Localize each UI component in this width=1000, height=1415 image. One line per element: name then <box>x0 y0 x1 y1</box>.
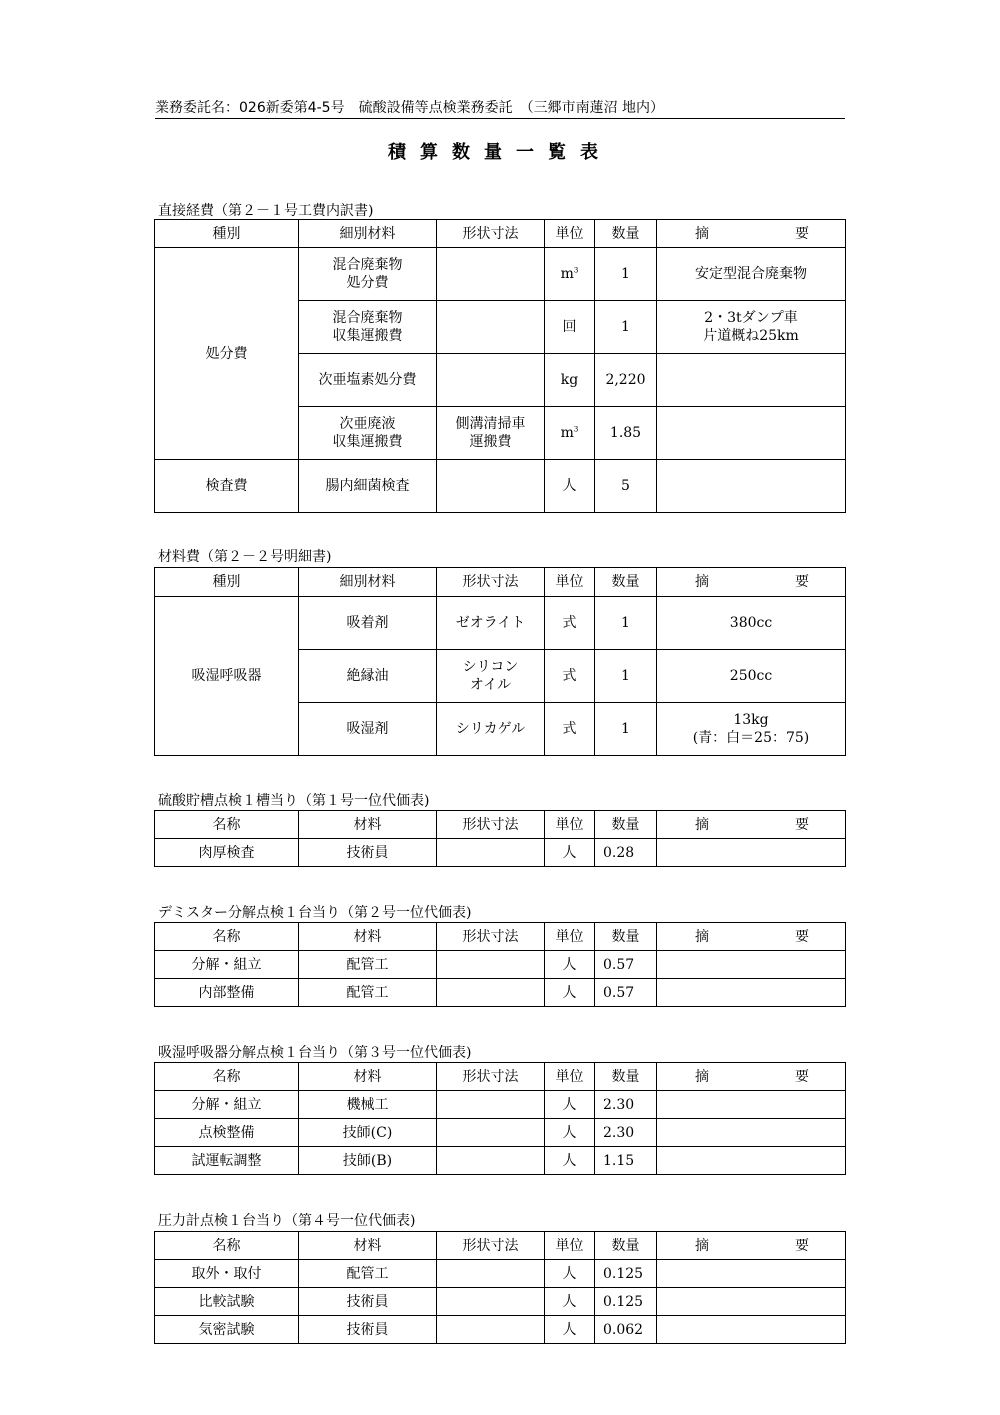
table-row <box>155 1147 846 1175</box>
cell-name: 内部整備 <box>155 979 299 1007</box>
cell-quantity: 5 <box>595 460 657 513</box>
cell-shape <box>437 951 545 979</box>
cell-shape: 側溝清掃車 運搬費 <box>437 407 545 460</box>
cell-shape <box>437 1091 545 1119</box>
cell-name: 試運転調整 <box>155 1147 299 1175</box>
quantity-table <box>154 219 846 513</box>
cell-quantity: 1 <box>595 703 657 756</box>
column-header-remarks <box>657 923 846 951</box>
table-row <box>155 951 846 979</box>
cell-quantity: 1 <box>595 597 657 650</box>
column-header: 形状寸法 <box>437 220 545 248</box>
quantity-table <box>154 810 846 867</box>
unit-text: 人 <box>562 1321 577 1338</box>
table-header-row <box>155 220 846 248</box>
column-header: 種別 <box>155 220 299 248</box>
unit-text: 人 <box>562 984 577 1001</box>
cell-quantity: 0.28 <box>595 839 657 867</box>
cell-material: 吸着剤 <box>299 597 437 650</box>
cell-material: 配管工 <box>299 951 437 979</box>
cell-material: 吸湿剤 <box>299 703 437 756</box>
cell-unit <box>545 248 595 301</box>
cell-remarks: 安定型混合廃棄物 <box>657 248 846 301</box>
cell-material: 技術員 <box>299 1316 437 1344</box>
cell-name: 検査費 <box>155 460 299 513</box>
section-caption: 材料費（第２－２号明細書) <box>158 549 332 565</box>
page-title: 積算数量一覧表 <box>388 142 612 163</box>
cell-remarks <box>657 1091 846 1119</box>
cell-shape <box>437 301 545 354</box>
cell-quantity: 1 <box>595 248 657 301</box>
contract-header: 業務委託名：026新委第4-5号 硫酸設備等点検業務委託 （三郷市南蓮沼 地内） <box>155 98 845 119</box>
cell-name: 処分費 <box>155 248 299 460</box>
quantity-table <box>154 922 846 1007</box>
column-header: 数量 <box>595 568 657 597</box>
column-header: 単位 <box>545 568 595 597</box>
unit-text: 人 <box>562 1124 577 1141</box>
column-header: 名称 <box>155 1232 299 1260</box>
cell-name: 肉厚検査 <box>155 839 299 867</box>
unit-text: 回 <box>562 319 577 335</box>
cell-unit <box>545 1147 595 1175</box>
cell-name: 点検整備 <box>155 1119 299 1147</box>
table-header-row <box>155 1063 846 1091</box>
cell-shape: シリカゲル <box>437 703 545 756</box>
remarks-char-1: 摘 <box>695 816 709 833</box>
unit-text: 人 <box>562 844 577 861</box>
cell-material: 技師(B) <box>299 1147 437 1175</box>
unit-text: 人 <box>562 478 577 494</box>
column-header-remarks <box>657 220 846 248</box>
cell-material: 技術員 <box>299 1288 437 1316</box>
cell-unit <box>545 1091 595 1119</box>
cell-material: 次亜塩素処分費 <box>299 354 437 407</box>
cell-quantity: 1 <box>595 301 657 354</box>
column-header: 単位 <box>545 1063 595 1091</box>
column-header: 材料 <box>299 923 437 951</box>
cell-material: 機械工 <box>299 1091 437 1119</box>
unit-superscript: 3 <box>573 425 579 434</box>
unit-text: 人 <box>562 1293 577 1310</box>
cell-remarks <box>657 979 846 1007</box>
cell-quantity: 1.15 <box>595 1147 657 1175</box>
cell-quantity: 0.062 <box>595 1316 657 1344</box>
cell-remarks <box>657 354 846 407</box>
section-caption: 硫酸貯槽点検１槽当り（第１号一位代価表) <box>158 793 430 809</box>
remarks-char-1: 摘 <box>695 225 709 242</box>
column-header: 数量 <box>595 811 657 839</box>
cell-remarks: 13kg (青：白＝25：75) <box>657 703 846 756</box>
column-header-remarks <box>657 568 846 597</box>
cell-shape <box>437 1316 545 1344</box>
cell-quantity: 0.57 <box>595 951 657 979</box>
cell-remarks <box>657 1147 846 1175</box>
cell-unit <box>545 460 595 513</box>
cell-remarks <box>657 1316 846 1344</box>
cell-remarks <box>657 1260 846 1288</box>
table-row <box>155 597 846 650</box>
table-row <box>155 1260 846 1288</box>
cell-unit <box>545 839 595 867</box>
table-header-row <box>155 1232 846 1260</box>
column-header-remarks <box>657 1063 846 1091</box>
column-header: 名称 <box>155 923 299 951</box>
cell-name: 比較試験 <box>155 1288 299 1316</box>
cell-name: 吸湿呼吸器 <box>155 597 299 756</box>
cell-shape <box>437 1260 545 1288</box>
column-header-remarks <box>657 1232 846 1260</box>
cell-shape: シリコン オイル <box>437 650 545 703</box>
column-header-remarks <box>657 811 846 839</box>
cell-quantity: 1 <box>595 650 657 703</box>
cell-unit <box>545 1119 595 1147</box>
column-header: 数量 <box>595 1232 657 1260</box>
table-row <box>155 460 846 513</box>
cell-quantity: 1.85 <box>595 407 657 460</box>
column-header: 数量 <box>595 220 657 248</box>
cell-name: 取外・取付 <box>155 1260 299 1288</box>
cell-remarks <box>657 407 846 460</box>
cell-shape <box>437 1119 545 1147</box>
cell-remarks: 2・3tダンプ車 片道概ね25km <box>657 301 846 354</box>
column-header: 形状寸法 <box>437 1063 545 1091</box>
remarks-char-2: 要 <box>795 928 809 945</box>
unit-text: 式 <box>562 615 577 631</box>
cell-unit <box>545 1260 595 1288</box>
unit-text: 人 <box>562 1096 577 1113</box>
section-caption: デミスター分解点検１台当り（第２号一位代価表) <box>158 905 472 921</box>
table-row <box>155 1119 846 1147</box>
table-row <box>155 1091 846 1119</box>
cell-remarks <box>657 839 846 867</box>
table-row <box>155 839 846 867</box>
table-row <box>155 248 846 301</box>
quantity-table <box>154 1062 846 1175</box>
cell-shape <box>437 1147 545 1175</box>
cell-unit <box>545 1316 595 1344</box>
unit-text: 人 <box>562 1152 577 1169</box>
cell-material: 腸内細菌検査 <box>299 460 437 513</box>
cell-quantity: 2,220 <box>595 354 657 407</box>
unit-text: kg <box>560 372 579 388</box>
remarks-char-1: 摘 <box>695 928 709 945</box>
cell-material: 技術員 <box>299 839 437 867</box>
cell-remarks <box>657 1119 846 1147</box>
cell-quantity: 0.125 <box>595 1288 657 1316</box>
cell-unit <box>545 301 595 354</box>
table-row <box>155 1316 846 1344</box>
cell-name: 分解・組立 <box>155 951 299 979</box>
unit-text: m <box>560 425 574 441</box>
cell-remarks <box>657 460 846 513</box>
table-header-row <box>155 568 846 597</box>
cell-shape <box>437 354 545 407</box>
table-header-row <box>155 923 846 951</box>
unit-text: 人 <box>562 956 577 973</box>
unit-text: 式 <box>562 721 577 737</box>
cell-shape: ゼオライト <box>437 597 545 650</box>
column-header: 名称 <box>155 1063 299 1091</box>
quantity-table <box>154 567 846 756</box>
column-header: 形状寸法 <box>437 568 545 597</box>
remarks-char-2: 要 <box>795 1068 809 1085</box>
column-header: 形状寸法 <box>437 811 545 839</box>
cell-material: 混合廃棄物 収集運搬費 <box>299 301 437 354</box>
cell-quantity: 2.30 <box>595 1119 657 1147</box>
column-header: 細別材料 <box>299 220 437 248</box>
column-header: 形状寸法 <box>437 1232 545 1260</box>
cell-shape <box>437 839 545 867</box>
unit-text: 式 <box>562 668 577 684</box>
column-header: 種別 <box>155 568 299 597</box>
column-header: 単位 <box>545 1232 595 1260</box>
column-header: 材料 <box>299 811 437 839</box>
table-row <box>155 1288 846 1316</box>
column-header: 単位 <box>545 811 595 839</box>
cell-unit <box>545 354 595 407</box>
column-header: 形状寸法 <box>437 923 545 951</box>
cell-unit <box>545 407 595 460</box>
cell-shape <box>437 1288 545 1316</box>
unit-superscript: 3 <box>573 266 579 275</box>
remarks-char-1: 摘 <box>695 574 709 590</box>
table-header-row <box>155 811 846 839</box>
column-header: 単位 <box>545 923 595 951</box>
table-row <box>155 979 846 1007</box>
cell-remarks: 250cc <box>657 650 846 703</box>
column-header: 材料 <box>299 1063 437 1091</box>
cell-remarks <box>657 951 846 979</box>
column-header: 名称 <box>155 811 299 839</box>
unit-text: 人 <box>562 1265 577 1282</box>
cell-remarks: 380cc <box>657 597 846 650</box>
cell-shape <box>437 460 545 513</box>
cell-name: 気密試験 <box>155 1316 299 1344</box>
cell-unit <box>545 951 595 979</box>
section-caption: 吸湿呼吸器分解点検１台当り（第３号一位代価表) <box>158 1045 472 1061</box>
remarks-char-2: 要 <box>795 574 809 590</box>
cell-quantity: 0.125 <box>595 1260 657 1288</box>
cell-name: 分解・組立 <box>155 1091 299 1119</box>
cell-remarks <box>657 1288 846 1316</box>
remarks-char-1: 摘 <box>695 1068 709 1085</box>
cell-unit <box>545 597 595 650</box>
unit-text: m <box>560 266 574 282</box>
cell-material: 次亜廃液 収集運搬費 <box>299 407 437 460</box>
cell-unit <box>545 703 595 756</box>
remarks-char-2: 要 <box>795 225 809 242</box>
column-header: 細別材料 <box>299 568 437 597</box>
remarks-char-2: 要 <box>795 1237 809 1254</box>
cell-material: 絶縁油 <box>299 650 437 703</box>
cell-unit <box>545 650 595 703</box>
cell-shape <box>437 979 545 1007</box>
column-header: 数量 <box>595 923 657 951</box>
section-caption: 直接経費（第２－１号工費内訳書) <box>158 203 374 219</box>
cell-material: 配管工 <box>299 1260 437 1288</box>
cell-material: 技師(C) <box>299 1119 437 1147</box>
cell-unit <box>545 1288 595 1316</box>
cell-shape <box>437 248 545 301</box>
quantity-table <box>154 1231 846 1344</box>
cell-material: 配管工 <box>299 979 437 1007</box>
column-header: 単位 <box>545 220 595 248</box>
section-caption: 圧力計点検１台当り（第４号一位代価表) <box>158 1213 416 1229</box>
column-header: 材料 <box>299 1232 437 1260</box>
cell-quantity: 0.57 <box>595 979 657 1007</box>
remarks-char-1: 摘 <box>695 1237 709 1254</box>
column-header: 数量 <box>595 1063 657 1091</box>
cell-quantity: 2.30 <box>595 1091 657 1119</box>
cell-unit <box>545 979 595 1007</box>
cell-material: 混合廃棄物 処分費 <box>299 248 437 301</box>
remarks-char-2: 要 <box>795 816 809 833</box>
